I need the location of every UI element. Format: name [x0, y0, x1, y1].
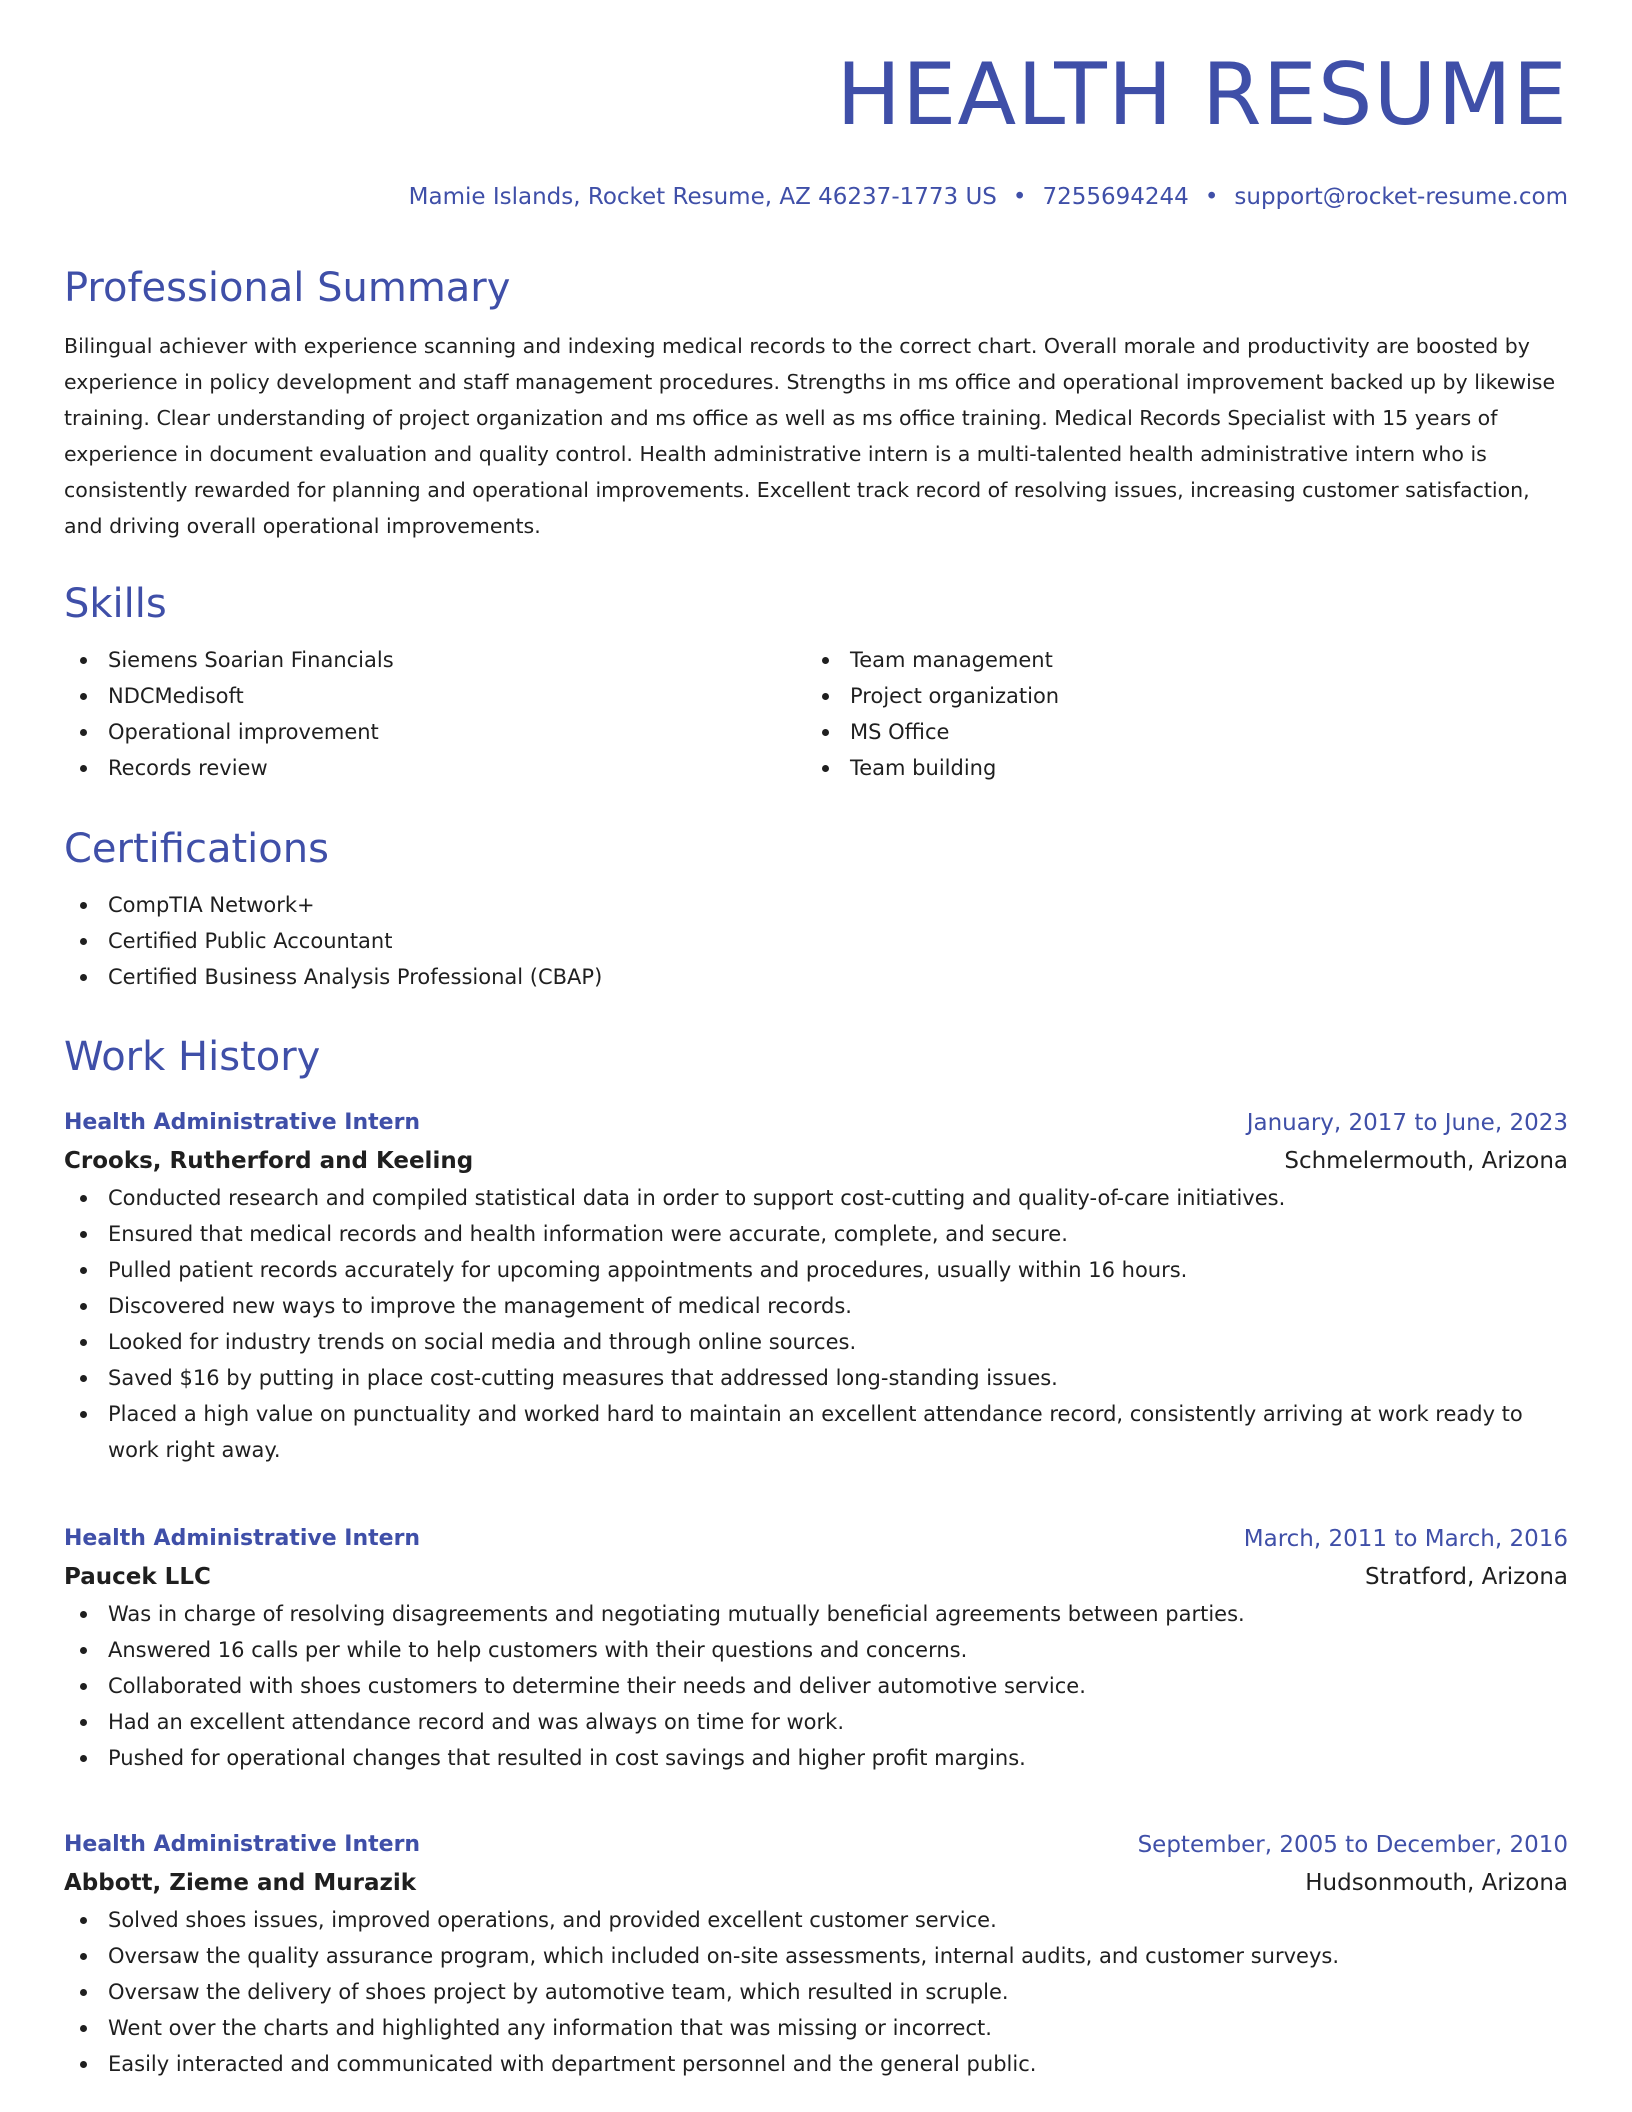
contact-separator: • [1012, 184, 1027, 210]
work-history-heading: Work History [64, 1034, 321, 1080]
job-company: Paucek LLC [64, 1564, 211, 1590]
job-title: Health Administrative Intern [64, 1110, 421, 1135]
certifications-section [64, 825, 1568, 995]
job-bullet: Had an excellent attendance record and was always on time for work. [64, 1704, 1568, 1740]
contact-address: Mamie Islands, Rocket Resume, AZ 46237-1773 US [408, 184, 997, 210]
job-bullet: Easily interacted and communicated with department personnel and the general public. [64, 2046, 1568, 2082]
job-title: Health Administrative Intern [64, 1832, 421, 1857]
job-bullet: Solved shoes issues, improved operations, and provided excellent customer service. [64, 1902, 1568, 1938]
certification-item: Certified Business Analysis Professional (CBAP) [64, 959, 1568, 995]
job-company-row [64, 1864, 1568, 1902]
job-bullet: Oversaw the quality assurance program, which included on-site assessments, internal audits, and customer surveys. [64, 1938, 1568, 1974]
summary-heading: Professional Summary [64, 265, 511, 311]
contact-email: support@rocket-resume.com [1234, 184, 1568, 210]
job-company-row [64, 1558, 1568, 1596]
job-bullet: Conducted research and compiled statistical data in order to support cost-cutting and quality-of-care initiatives. [64, 1180, 1568, 1216]
job-header-row [64, 1520, 1568, 1558]
certifications-list [64, 887, 1568, 995]
job-company-row [64, 1142, 1568, 1180]
job-bullet: Answered 16 calls per while to help customers with their questions and concerns. [64, 1632, 1568, 1668]
skills-grid [64, 642, 1568, 786]
skill-item: MS Office [806, 714, 1548, 750]
summary-section [64, 264, 1568, 544]
summary-text: Bilingual achiever with experience scanning and indexing medical records to the correct chart. Overall morale and productivity are boosted by experience in policy development and staff management procedures. Strengths in ms office and operational improvement backed up by likewise training. Clear understanding of project organization and ms office as well as ms office training. Medical Records Specialist with 15 years of experience in document evaluation and quality control. Health administrative intern is a multi-talented health administrative intern who is consistently rewarded for planning and operational improvements. Excellent track record of resolving issues, increasing customer satisfaction, and driving overall operational improvements. [64, 334, 1556, 538]
job-header-row [64, 1826, 1568, 1864]
skills-left-list [64, 642, 806, 786]
job-company: Abbott, Zieme and Murazik [64, 1870, 417, 1896]
job-bullet: Placed a high value on punctuality and worked hard to maintain an excellent attendance record, consistently arriving at work ready to work right away. [64, 1396, 1568, 1468]
contact-phone: 7255694244 [1042, 184, 1189, 210]
job-company: Crooks, Rutherford and Keeling [64, 1148, 474, 1174]
job-location: Stratford, Arizona [1364, 1564, 1568, 1590]
job-bullet: Discovered new ways to improve the management of medical records. [64, 1288, 1568, 1324]
job-title: Health Administrative Intern [64, 1526, 421, 1551]
job-bullet: Was in charge of resolving disagreements and negotiating mutually beneficial agreements between parties. [64, 1596, 1568, 1632]
skill-item: Siemens Soarian Financials [64, 642, 806, 678]
skill-item: Records review [64, 750, 806, 786]
job-bullet: Looked for industry trends on social media and through online sources. [64, 1324, 1568, 1360]
job-dates: January, 2017 to June, 2023 [1246, 1110, 1568, 1136]
job-bullets [64, 1180, 1568, 1468]
job-location: Schmelermouth, Arizona [1284, 1148, 1568, 1174]
skill-item: NDCMedisoft [64, 678, 806, 714]
contact-line [409, 182, 1568, 212]
job-header-row [64, 1104, 1568, 1142]
skill-item: Team building [806, 750, 1548, 786]
job-bullets [64, 1596, 1568, 1776]
skills-section [64, 580, 1568, 786]
job-entry [64, 1104, 1568, 1468]
certification-item: Certified Public Accountant [64, 923, 1568, 959]
job-bullet: Oversaw the delivery of shoes project by automotive team, which resulted in scruple. [64, 1974, 1568, 2010]
job-bullet: Went over the charts and highlighted any information that was missing or incorrect. [64, 2010, 1568, 2046]
certification-item: CompTIA Network+ [64, 887, 1568, 923]
contact-separator: • [1204, 184, 1219, 210]
job-location: Hudsonmouth, Arizona [1305, 1870, 1568, 1896]
job-bullet: Pulled patient records accurately for upcoming appointments and procedures, usually within 16 hours. [64, 1252, 1568, 1288]
job-dates: September, 2005 to December, 2010 [1137, 1832, 1568, 1858]
job-bullets [64, 1902, 1568, 2082]
skills-heading: Skills [64, 581, 167, 627]
resume-name: HEALTH RESUME [836, 45, 1568, 145]
work-history-section [64, 1033, 1568, 1081]
skill-item: Project organization [806, 678, 1548, 714]
job-bullet: Saved $16 by putting in place cost-cutting measures that addressed long-standing issues. [64, 1360, 1568, 1396]
job-dates: March, 2011 to March, 2016 [1243, 1526, 1568, 1552]
job-entry [64, 1826, 1568, 2082]
skills-right-list [806, 642, 1548, 786]
certifications-heading: Certifications [64, 826, 329, 872]
job-bullet: Pushed for operational changes that resulted in cost savings and higher profit margins. [64, 1740, 1568, 1776]
job-entry [64, 1520, 1568, 1776]
skill-item: Team management [806, 642, 1548, 678]
job-bullet: Ensured that medical records and health information were accurate, complete, and secure. [64, 1216, 1568, 1252]
job-bullet: Collaborated with shoes customers to determine their needs and deliver automotive service. [64, 1668, 1568, 1704]
skill-item: Operational improvement [64, 714, 806, 750]
